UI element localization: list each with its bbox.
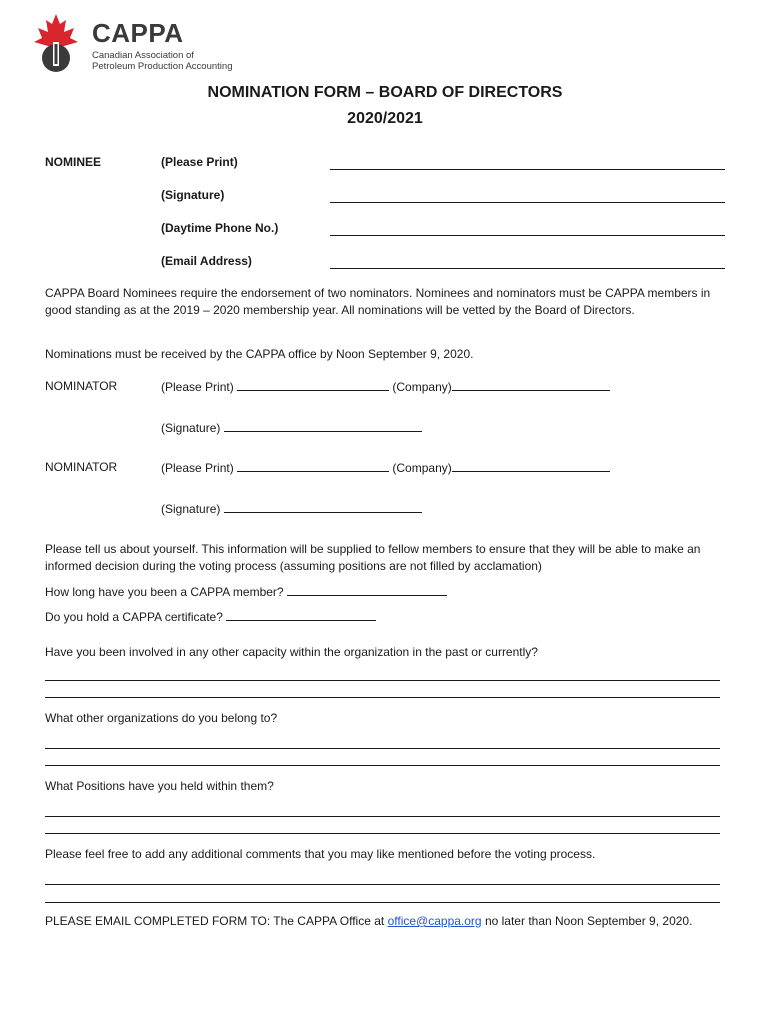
nominee-print-field[interactable]	[330, 169, 725, 170]
intro-paragraph: CAPPA Board Nominees require the endorsement of two nominators. Nominees and nominators must be CAPPA members in good standing as at the 2019 – 2020 membership year. All nominations will be vetted by the Board of Directors.	[45, 286, 711, 317]
nominator-1-signature-row	[161, 420, 422, 435]
nominator-2-print-row	[161, 460, 610, 475]
organizations-answer-line-2[interactable]	[45, 765, 720, 766]
certificate-row	[45, 609, 376, 624]
nominee-email-field[interactable]	[330, 268, 725, 269]
nominator-2-print-label: (Please Print)	[161, 461, 234, 475]
nominator-1-signature-field[interactable]	[224, 420, 422, 432]
nominator-2-label: NOMINATOR	[45, 460, 118, 474]
office-email-link[interactable]: office@cappa.org	[387, 914, 482, 928]
comments-answer-line-1[interactable]	[45, 884, 720, 885]
positions-answer-line-2[interactable]	[45, 833, 720, 834]
nominator-1-company-label: (Company)	[392, 380, 452, 394]
member-duration-question: How long have you been a CAPPA member?	[45, 585, 284, 599]
nominator-1-company-field[interactable]	[452, 379, 610, 391]
comments-answer-line-2[interactable]	[45, 902, 720, 903]
nominee-signature-label: (Signature)	[161, 188, 225, 202]
positions-answer-line-1[interactable]	[45, 816, 720, 817]
form-title: NOMINATION FORM – BOARD OF DIRECTORS	[207, 84, 563, 101]
nominator-1-label: NOMINATOR	[45, 379, 118, 393]
form-year: 2020/2021	[347, 110, 423, 127]
nominee-label: NOMINEE	[45, 155, 102, 169]
certificate-question: Do you hold a CAPPA certificate?	[45, 610, 223, 624]
nominator-1-signature-label: (Signature)	[161, 421, 221, 435]
nominator-2-signature-row	[161, 501, 422, 516]
logo-subtitle-line1: Canadian Association of	[92, 50, 194, 61]
nominee-print-label: (Please Print)	[161, 155, 238, 169]
about-intro: Please tell us about yourself. This information will be supplied to fellow members to ensure that they will be able to make an informed decision during the voting process (assuming positions are not filled by acclamation)	[45, 542, 701, 573]
member-duration-row	[45, 584, 447, 599]
deadline-note: Nominations must be received by the CAPPA office by Noon September 9, 2020.	[45, 347, 474, 361]
nominee-phone-label: (Daytime Phone No.)	[161, 221, 279, 235]
nominee-signature-field[interactable]	[330, 202, 725, 203]
certificate-field[interactable]	[226, 609, 376, 621]
nominator-2-print-field[interactable]	[237, 460, 389, 472]
organizations-question: What other organizations do you belong to?	[45, 711, 278, 725]
positions-question: What Positions have you held within them?	[45, 779, 274, 793]
involvement-answer-line-1[interactable]	[45, 680, 720, 681]
nominator-2-signature-label: (Signature)	[161, 502, 221, 516]
logo-name: CAPPA	[92, 18, 184, 48]
nominator-1-print-field[interactable]	[237, 379, 389, 391]
nominator-2-company-label: (Company)	[392, 461, 452, 475]
involvement-answer-line-2[interactable]	[45, 697, 720, 698]
organizations-answer-line-1[interactable]	[45, 748, 720, 749]
nominator-2-signature-field[interactable]	[224, 501, 422, 513]
footer-suffix: no later than Noon September 9, 2020.	[484, 914, 693, 928]
comments-question: Please feel free to add any additional comments that you may like mentioned before the voting process.	[45, 847, 596, 861]
cappa-logo-icon	[32, 12, 80, 74]
logo-subtitle-line2: Petroleum Production Accounting	[92, 61, 233, 72]
footer-instructions	[45, 914, 692, 928]
nominator-1-print-row	[161, 379, 610, 394]
nominator-2-company-field[interactable]	[452, 460, 610, 472]
member-duration-field[interactable]	[287, 584, 447, 596]
involvement-question: Have you been involved in any other capacity within the organization in the past or currently?	[45, 645, 538, 659]
footer-prefix: PLEASE EMAIL COMPLETED FORM TO: The CAPPA Office at	[45, 914, 385, 928]
logo-subtitle	[92, 50, 232, 72]
nominator-1-print-label: (Please Print)	[161, 380, 234, 394]
nominee-email-label: (Email Address)	[161, 254, 252, 268]
nominee-phone-field[interactable]	[330, 235, 725, 236]
